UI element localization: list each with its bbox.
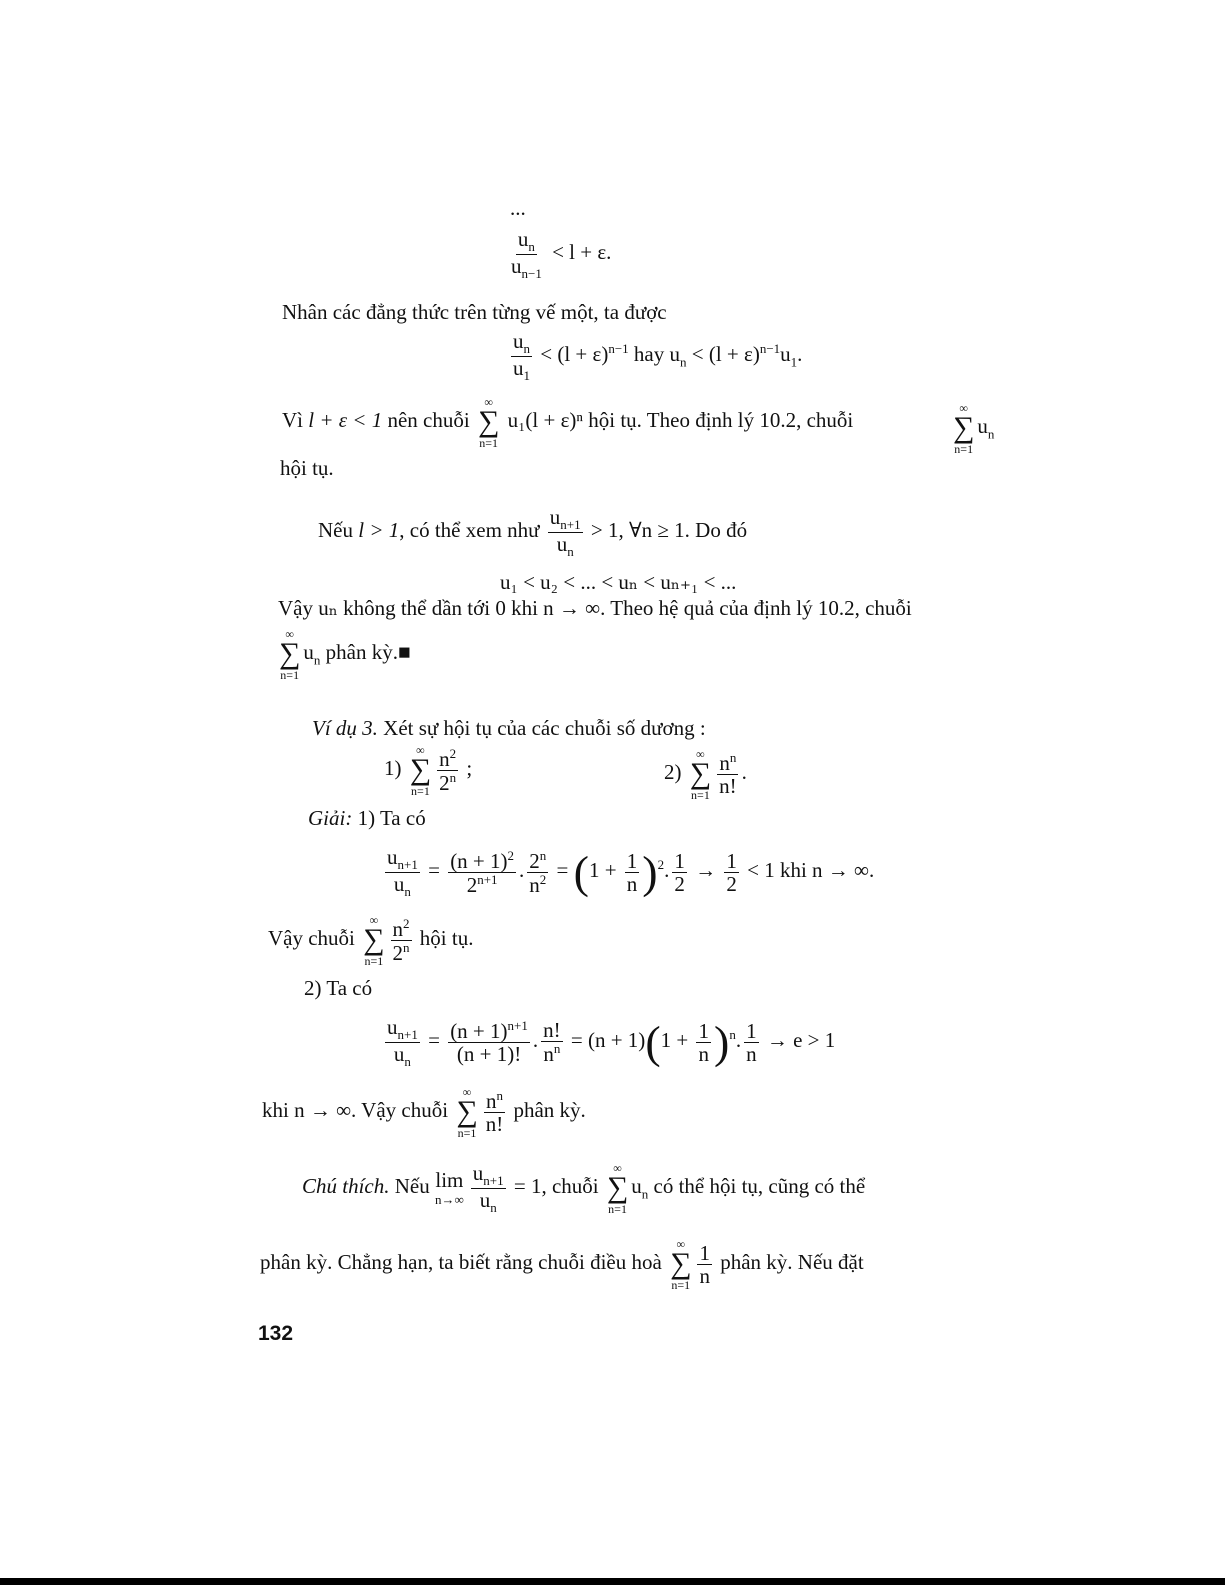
ratio-inequality: $\frac{u_n}{u_{n-1}}$ < l + ε. bbox=[511, 227, 612, 282]
solution-heading bbox=[308, 806, 426, 831]
ellipsis: ... bbox=[510, 196, 526, 220]
vi-terms: u₁(l + ε)ⁿ bbox=[502, 408, 583, 433]
note-label: Chú thích. bbox=[302, 1174, 390, 1199]
diverges-2: phân kỳ. bbox=[508, 1098, 586, 1123]
giai-label: Giải: bbox=[308, 806, 353, 830]
ratio-equation-2: $\frac{u_{n+1}}{u_n}$ = $\frac{(n + 1)^{n+1}}{(n + 1)!}$ . $\frac{n!}{n^n}$ = (n + 1)(1 + $\frac{1}{n}$ )$^n$. $\frac{1}{n}$ → e > 1 bbox=[387, 1015, 836, 1070]
note-tail: có thể hội tụ, cũng có thể bbox=[648, 1174, 866, 1199]
since-line bbox=[282, 396, 853, 449]
vi-mid: nên chuỗi bbox=[382, 408, 470, 433]
example-item-2: 2) ∞ ∑ n=1 $\frac{n^n}{n!}$ . bbox=[664, 747, 747, 802]
converges-line: hội tụ. bbox=[280, 456, 334, 480]
eq1-arrow: → bbox=[695, 858, 722, 883]
note-text: Nếu bbox=[389, 1174, 435, 1199]
item1-tail: ; bbox=[461, 756, 473, 781]
khi-text: khi n → ∞. Vậy chuỗi bbox=[262, 1098, 449, 1123]
neu-mid: , có thể xem như bbox=[399, 518, 540, 543]
converges-1: hội tụ. bbox=[414, 926, 474, 951]
vay-chuoi-1: Vậy chuỗi bbox=[268, 926, 355, 951]
conclusion-1: Vậy chuỗi ∞ ∑ n=1 $\frac{n^2}{2^n}$ hội tụ. bbox=[268, 913, 474, 968]
giai-text: 1) Ta có bbox=[352, 806, 426, 830]
harmonic-line: phân kỳ. Chẳng hạn, ta biết rằng chuỗi điều hoà ∞ ∑ n=1 $\frac{1}{n}$ phân kỳ. Nếu đặt bbox=[260, 1237, 864, 1292]
neu-prefix: Nếu bbox=[318, 518, 359, 543]
neu-tail: > 1, ∀n ≥ 1. Do đó bbox=[585, 518, 748, 543]
ineq-tail: < l + ε. bbox=[546, 240, 612, 265]
last-line-text: phân kỳ. Chẳng hạn, ta biết rằng chuỗi điều hoà bbox=[260, 1250, 662, 1275]
neu-condition: l > 1 bbox=[358, 518, 400, 543]
page-number: 132 bbox=[258, 1322, 294, 1345]
diverges-text: phân kỳ. bbox=[320, 640, 398, 665]
word-hay: hay bbox=[628, 342, 670, 367]
ratio-equation-1: $\frac{u_{n+1}}{u_n}$ = $\frac{(n + 1)^2}{2^{n+1}}$ . $\frac{2^n}{n^2}$ = (1 + $\frac{1}{n}$ )$^2$. $\frac{1}{2}$ → $\frac{1}{2}$ < 1 khi n → ∞. bbox=[387, 845, 875, 900]
product-inequality: $\frac{u_n}{u_1}$ < $(l + \varepsilon)^{n-1}$ hay $u_n < (l + \varepsilon)^{n-1}u_1$. bbox=[513, 329, 803, 384]
note-eq: = 1, chuỗi bbox=[508, 1174, 599, 1199]
increasing-chain: u₁ < u₂ < ... < uₙ < uₙ₊₁ < ... bbox=[500, 570, 737, 594]
converges-theorem: hội tụ. Theo định lý 10.2, chuỗi bbox=[583, 408, 854, 433]
sum-geometric: ∞ ∑ n=1 bbox=[477, 395, 500, 450]
therefore-line: Vậy uₙ không thể dần tới 0 khi n → ∞. Theo hệ quả của định lý 10.2, chuỗi bbox=[278, 596, 912, 620]
item1-label: 1) bbox=[384, 756, 402, 781]
item2-label: 2) bbox=[664, 760, 682, 785]
lim-sub: n→∞ bbox=[435, 1192, 464, 1208]
note-line: Chú thích. Nếu lim n→∞ $\frac{u_{n+1}}{u_n}$ = 1, chuỗi ∞ ∑ n=1 $u_n$ có thể hội tụ, cũng có thể bbox=[302, 1161, 866, 1216]
part-2-heading: 2) Ta có bbox=[304, 976, 373, 1000]
conclusion-2: khi n → ∞. Vậy chuỗi ∞ ∑ n=1 $\frac{n^n}{n!}$ phân kỳ. bbox=[262, 1085, 586, 1140]
scan-bottom-edge bbox=[0, 1578, 1225, 1585]
example-label: Ví dụ 3. bbox=[312, 716, 378, 740]
qed-mark: ■ bbox=[397, 640, 411, 665]
item2-tail: . bbox=[741, 760, 747, 785]
eq2-end: → e > 1 bbox=[766, 1028, 836, 1053]
eq1-end: < 1 khi n → ∞. bbox=[741, 858, 875, 883]
example-text: Xét sự hội tụ của các chuỗi số dương : bbox=[377, 716, 706, 740]
example-heading bbox=[312, 716, 706, 741]
lim-word: lim bbox=[435, 1168, 464, 1193]
example-item-1: 1) ∞ ∑ n=1 $\frac{n^2}{2^n}$ ; bbox=[384, 743, 473, 798]
eq2-mid: = (n + 1) bbox=[570, 1028, 646, 1053]
last-tail: phân kỳ. Nếu đặt bbox=[714, 1250, 864, 1275]
multiply-sentence: Nhân các đẳng thức trên từng vế một, ta được bbox=[282, 300, 667, 324]
vi-prefix: Vì bbox=[282, 408, 309, 433]
diverges-line: ∞ ∑ n=1 $u_n$ phân kỳ.■ bbox=[279, 627, 411, 682]
vi-condition: l + ε < 1 bbox=[308, 408, 383, 433]
sum-un-right: ∞ ∑ n=1 $u_n$ bbox=[953, 401, 995, 456]
if-line: Nếu l > 1, có thể xem như $\frac{u_{n+1}}{u_n}$ > 1, ∀n ≥ 1. Do đó bbox=[318, 505, 748, 560]
